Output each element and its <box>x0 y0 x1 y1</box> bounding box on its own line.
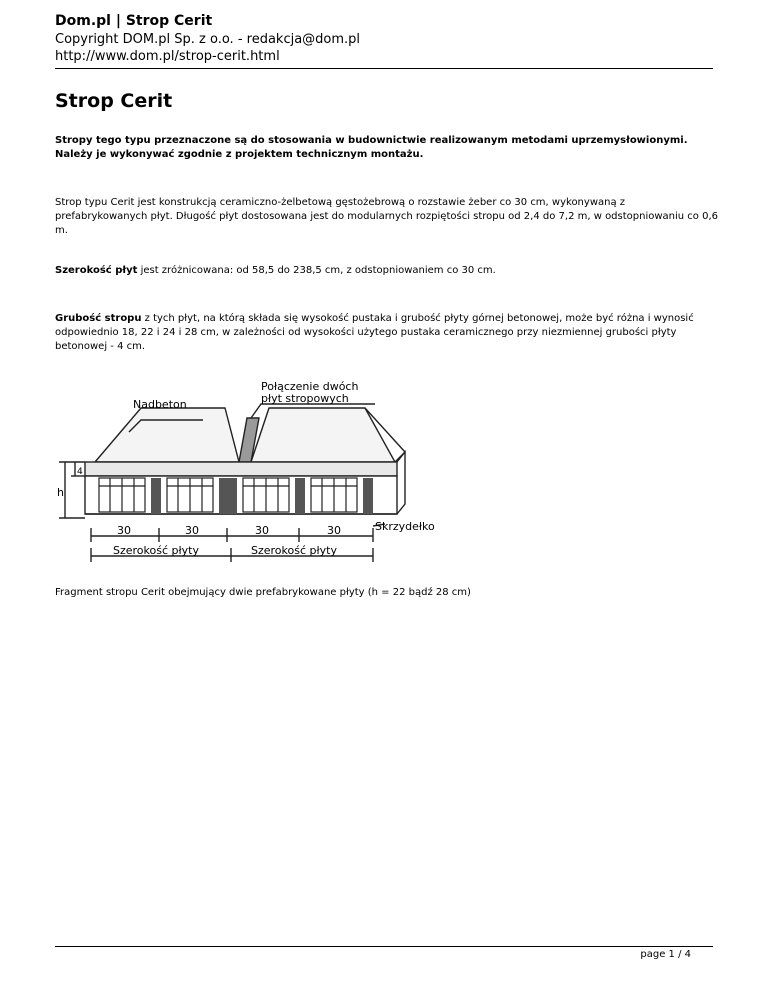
site-title: Dom.pl | Strop Cerit <box>55 13 213 29</box>
label-h: h <box>57 486 64 499</box>
label-nadbeton: Nadbeton <box>133 398 187 411</box>
paragraph-width-bold: Szerokość płyt <box>55 265 138 276</box>
label-polaczenie-line2: płyt stropowych <box>261 392 349 405</box>
dimension-30-2: 30 <box>185 524 199 537</box>
copyright-line: Copyright DOM.pl Sp. z o.o. - redakcja@dom.pl <box>55 32 361 47</box>
width-label-1: Szerokość płyty <box>113 544 199 557</box>
page-footer <box>55 946 713 960</box>
page-title: Strop Cerit <box>55 90 173 112</box>
floor-diagram-drawing <box>55 378 455 570</box>
paragraph-width <box>55 264 720 278</box>
figure-caption: Fragment stropu Cerit obejmujący dwie prefabrykowane płyty (h = 22 bądź 28 cm) <box>55 587 471 598</box>
dimension-30-3: 30 <box>255 524 269 537</box>
paragraph-construction: Strop typu Cerit jest konstrukcją ceramiczno-żelbetową gęstożebrową o rozstawie żeber co 30 cm, wykonywaną z prefabrykowanych płyt. Długość płyt dostosowana jest do modularnych rozpiętości stropu od 2,4 do 7,2 m, w odstopniowaniu co 0,6 m. <box>55 197 718 236</box>
lead-paragraph: Stropy tego typu przeznaczone są do stosowania w budownictwie realizowanym metodami uprzemysłowionymi. Należy je wykonywać zgodnie z projektem technicznym montażu. <box>55 135 688 160</box>
label-polaczenie-line1: Połączenie dwóch <box>261 380 359 393</box>
source-url[interactable]: http://www.dom.pl/strop-cerit.html <box>55 49 280 64</box>
page-number: page 1 / 4 <box>640 949 691 960</box>
paragraph-thickness-text: z tych płyt, na którą składa się wysokość pustaka i grubość płyty górnej betonowej, może być różna i wynosić odpowiednio 18, 22 i 24 i 28 cm, w zależności od wysokości użytego pustaka ceramicznego przy niezmiennej grubości płyty betonowej - 4 cm. <box>55 313 694 352</box>
paragraph-thickness-bold: Grubość stropu <box>55 313 142 324</box>
document-header <box>55 12 713 69</box>
label-skrzydelko: Skrzydełko <box>375 520 435 533</box>
floor-diagram <box>55 378 455 570</box>
width-label-2: Szerokość płyty <box>251 544 337 557</box>
paragraph-thickness <box>55 312 720 354</box>
dimension-30-4: 30 <box>327 524 341 537</box>
paragraph-width-text: jest zróżnicowana: od 58,5 do 238,5 cm, z odstopniowaniem co 30 cm. <box>137 265 496 276</box>
dimension-30-1: 30 <box>117 524 131 537</box>
label-4: 4 <box>77 467 83 477</box>
